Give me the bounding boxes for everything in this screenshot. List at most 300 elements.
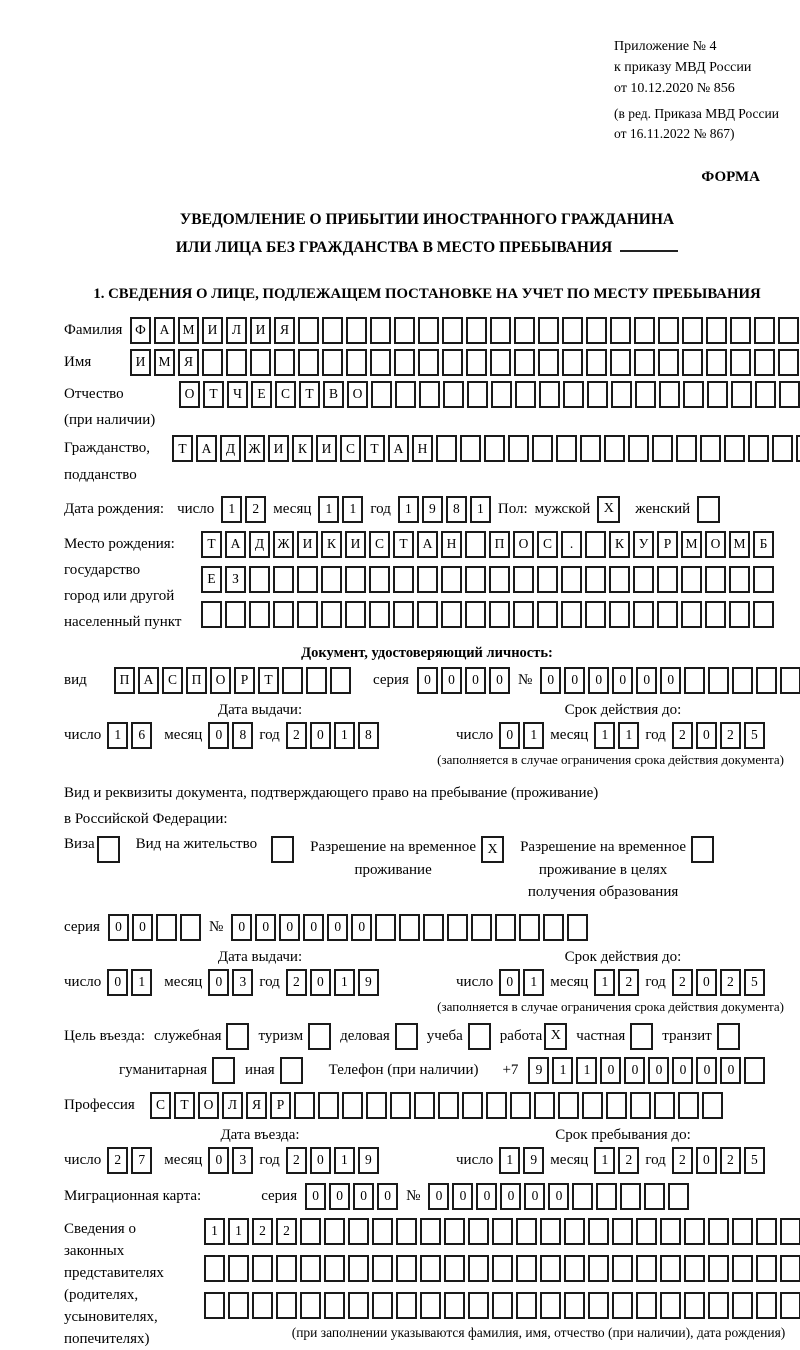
char-box [436,435,457,462]
day-label: число [456,973,494,990]
char-box: 0 [353,1183,374,1210]
purpose-private: частная [576,1023,653,1050]
char-box [612,1218,633,1245]
birthplace-row3-boxes [201,601,774,628]
char-box: Ж [244,435,265,462]
female-label: женский [635,500,691,517]
char-box [489,566,510,593]
char-box [321,566,342,593]
char-box [467,381,488,408]
char-box: С [369,531,390,558]
day-label: число [456,726,494,743]
char-box: 0 [329,1183,350,1210]
char-box: 0 [255,914,276,941]
char-box [465,531,486,558]
char-box [754,349,775,376]
char-box [324,1218,345,1245]
char-box: А [138,667,159,694]
firstname-label: Имя [64,353,92,370]
char-box: М [681,531,702,558]
char-box [708,667,729,694]
doc-kind-boxes [114,667,351,694]
char-box: 3 [232,1147,253,1174]
entry-purpose-row2 [119,1057,790,1084]
doc-series-boxes [417,667,510,694]
char-box [610,349,631,376]
char-box: 2 [252,1218,273,1245]
char-box [682,317,703,344]
char-box: 9 [358,1147,379,1174]
char-box [513,601,534,628]
char-box [371,381,392,408]
char-box: 2 [107,1147,128,1174]
char-box: 1 [618,722,639,749]
patronymic-row [64,381,790,434]
char-box [732,1218,753,1245]
char-box: Л [226,317,247,344]
visa-checkbox [97,836,120,863]
char-box: 1 [342,496,363,523]
entry-date-headings [64,1127,790,1144]
char-box [540,1292,561,1319]
birthplace-row1-boxes [201,531,774,558]
char-box [708,1292,729,1319]
representatives-boxes-block [204,1218,800,1341]
series-label: серия [64,918,100,935]
char-box: 0 [208,1147,229,1174]
issue-month-boxes [208,969,253,996]
representatives-row3-boxes [204,1292,800,1319]
appendix-line: от 10.12.2020 № 856 [614,81,735,96]
purpose-other-checkbox [280,1057,303,1084]
edu-residence-label: Разрешение на временное проживание в целях получения образования [520,839,687,901]
residence-doc-dates-row [64,969,790,996]
char-box: 0 [231,914,252,941]
char-box: 1 [594,969,615,996]
char-box: К [321,531,342,558]
day-label: число [64,726,102,743]
char-box [588,1255,609,1282]
char-box [620,1183,641,1210]
char-box [414,1092,435,1119]
char-box: 0 [476,1183,497,1210]
char-box [447,914,468,941]
char-box: Т [201,531,222,558]
char-box [753,601,774,628]
char-box: 2 [618,1147,639,1174]
issue-date-heading: Дата выдачи: [217,701,303,718]
char-box: Р [270,1092,291,1119]
amendment-line: (в ред. Приказа МВД России [614,106,779,121]
char-box [465,601,486,628]
char-box [510,1092,531,1119]
char-box [729,601,750,628]
char-box: Т [299,381,320,408]
char-box [460,435,481,462]
char-box: 0 [310,1147,331,1174]
male-label: мужской [534,500,591,517]
surname-label: Фамилия [64,321,123,338]
char-box [468,1292,489,1319]
char-box [468,1255,489,1282]
surname-row [64,317,790,344]
char-box [393,601,414,628]
char-box [609,601,630,628]
char-box [513,566,534,593]
char-box [729,566,750,593]
char-box [586,317,607,344]
char-box [606,1092,627,1119]
phone-boxes [528,1057,765,1084]
char-box [540,1255,561,1282]
purpose-private-checkbox [630,1023,653,1050]
char-box [442,349,463,376]
char-box: 0 [696,969,717,996]
char-box [372,1218,393,1245]
stay-until-heading: Срок пребывания до: [555,1126,691,1143]
char-box: 1 [228,1218,249,1245]
char-box [471,914,492,941]
char-box [516,1218,537,1245]
char-box: 5 [744,722,765,749]
char-box [515,381,536,408]
residence-doc-options-row [64,836,790,904]
char-box [538,349,559,376]
char-box [534,1092,555,1119]
char-box: 0 [303,914,324,941]
stay-month-boxes [594,1147,639,1174]
char-box: 9 [422,496,443,523]
char-box [348,1255,369,1282]
char-box [633,566,654,593]
char-box: О [513,531,534,558]
char-box [226,349,247,376]
citizenship-row [64,435,790,488]
visa-option [64,836,120,863]
char-box [705,601,726,628]
char-box [756,1292,777,1319]
char-box: Ж [273,531,294,558]
char-box [420,1255,441,1282]
edu-residence-checkbox [691,836,714,863]
char-box: Н [412,435,433,462]
char-box [561,566,582,593]
char-box [633,601,654,628]
purpose-transit: транзит [662,1023,739,1050]
identity-doc-row [64,667,790,694]
char-box [390,1092,411,1119]
year-label: год [370,500,391,517]
char-box: Ч [227,381,248,408]
char-box: О [210,667,231,694]
purpose-other: иная [245,1057,303,1084]
char-box [330,667,351,694]
char-box: И [316,435,337,462]
char-box [657,601,678,628]
char-box: 0 [489,667,510,694]
stay-until-group [456,1147,765,1174]
month-label: месяц [550,726,589,743]
char-box [375,914,396,941]
day-label: число [64,1151,102,1168]
char-box [297,566,318,593]
char-box [441,566,462,593]
migration-card-label: Миграционная карта: [64,1187,202,1204]
char-box [634,349,655,376]
char-box [465,566,486,593]
char-box [443,381,464,408]
entry-month-boxes [208,1147,253,1174]
residence-doc-series-row [64,914,790,941]
char-box: О [705,531,726,558]
char-box [276,1292,297,1319]
char-box [635,381,656,408]
char-box [660,1292,681,1319]
char-box: 0 [310,969,331,996]
char-box [394,349,415,376]
edu-residence-option [520,836,714,904]
char-box [580,435,601,462]
char-box: 1 [470,496,491,523]
citizenship-label: Гражданство, подданство [64,440,151,483]
char-box [700,435,721,462]
day-label: число [64,973,102,990]
surname-boxes [130,317,799,344]
validity-note: (заполняется в случае ограничения срока действия документа) [437,751,784,767]
char-box: О [198,1092,219,1119]
blank-underline [620,236,678,252]
char-box: 2 [720,969,741,996]
year-label: год [645,726,666,743]
char-box: И [250,317,271,344]
char-box: 0 [564,667,585,694]
male-checkbox: X [597,496,620,523]
char-box [658,317,679,344]
char-box: С [275,381,296,408]
char-box: 5 [744,1147,765,1174]
char-box [780,667,800,694]
series-label: серия [261,1187,298,1204]
purpose-tourism: туризм [258,1023,331,1050]
day-label: число [177,500,215,517]
char-box [322,317,343,344]
char-box: 0 [208,969,229,996]
char-box [462,1092,483,1119]
char-box [442,317,463,344]
char-box [748,435,769,462]
char-box [684,667,705,694]
char-box: А [388,435,409,462]
identity-doc-dates-row [64,722,790,749]
char-box: 0 [452,1183,473,1210]
char-box: Я [246,1092,267,1119]
char-box: Т [203,381,224,408]
char-box [540,1218,561,1245]
char-box [561,601,582,628]
char-box: 0 [696,722,717,749]
doc-number-boxes [540,667,800,694]
char-box [370,317,391,344]
purpose-work: работа X [500,1023,568,1050]
char-box: В [323,381,344,408]
char-box [588,1218,609,1245]
char-box: 0 [441,667,462,694]
char-box: 1 [334,969,355,996]
char-box: Р [234,667,255,694]
char-box: Я [274,317,295,344]
char-box [180,914,201,941]
char-box [306,667,327,694]
purpose-business: деловая [340,1023,418,1050]
entry-dates-row [64,1147,790,1174]
char-box [537,566,558,593]
char-box: 2 [245,496,266,523]
char-box [654,1092,675,1119]
issue-month-boxes [208,722,253,749]
valid-month-boxes [594,969,639,996]
firstname-row [64,349,790,376]
year-label: год [259,726,280,743]
char-box [585,566,606,593]
char-box: Б [753,531,774,558]
issue-date-heading: Дата выдачи: [217,948,303,965]
char-box [466,349,487,376]
char-box [564,1255,585,1282]
char-box [300,1218,321,1245]
char-box: 9 [358,969,379,996]
char-box: 1 [594,722,615,749]
char-box: Т [172,435,193,462]
char-box [612,1292,633,1319]
char-box [444,1255,465,1282]
char-box [532,435,553,462]
phone-prefix: +7 [502,1061,519,1078]
char-box [753,566,774,593]
char-box: К [609,531,630,558]
char-box [558,1092,579,1119]
issue-date-group [64,969,456,996]
char-box: Ф [130,317,151,344]
purpose-humanitarian: гуманитарная [119,1057,235,1084]
char-box [484,435,505,462]
char-box [780,1255,800,1282]
char-box: 0 [428,1183,449,1210]
valid-month-boxes [594,722,639,749]
valid-until-group [456,722,765,749]
phone-label: Телефон (при наличии) [328,1061,479,1078]
char-box: 0 [540,667,561,694]
firstname-boxes [130,349,799,376]
char-box: А [225,531,246,558]
char-box [202,349,223,376]
sex-label: Пол: [497,500,528,517]
char-box: 0 [696,1147,717,1174]
identity-doc-heading: Документ, удостоверяющий личность: [301,644,553,661]
char-box: З [225,566,246,593]
char-box [539,381,560,408]
char-box: 1 [552,1057,573,1084]
char-box [732,667,753,694]
char-box [418,317,439,344]
char-box: 0 [696,1057,717,1084]
char-box: М [154,349,175,376]
char-box [586,349,607,376]
char-box: 0 [612,667,633,694]
char-box [756,667,777,694]
year-label: год [645,1151,666,1168]
char-box [585,531,606,558]
char-box [634,317,655,344]
char-box: 1 [499,1147,520,1174]
char-box: 1 [107,722,128,749]
char-box [796,435,800,462]
amendment-reference [614,104,790,143]
char-box [732,1255,753,1282]
char-box [684,1255,705,1282]
stay-year-boxes [672,1147,765,1174]
valid-until-heading: Срок действия до: [564,948,682,965]
char-box [660,1255,681,1282]
char-box: 9 [528,1057,549,1084]
char-box: 0 [132,914,153,941]
char-box: О [179,381,200,408]
year-label: год [259,973,280,990]
month-label: месяц [273,500,312,517]
birthdate-row [64,496,790,523]
char-box [514,317,535,344]
char-box [282,667,303,694]
char-box [538,317,559,344]
char-box [659,381,680,408]
valid-year-boxes [672,969,765,996]
char-box [156,914,177,941]
char-box: 0 [327,914,348,941]
residence-number-boxes [231,914,588,941]
char-box: Д [220,435,241,462]
char-box: М [178,317,199,344]
birthplace-boxes-stack [201,531,774,628]
char-box: 0 [351,914,372,941]
char-box: 1 [131,969,152,996]
char-box: М [729,531,750,558]
migration-number-boxes [428,1183,689,1210]
char-box: 1 [576,1057,597,1084]
purpose-transit-checkbox [717,1023,740,1050]
profession-row [64,1092,790,1119]
char-box [444,1292,465,1319]
char-box [705,566,726,593]
year-label: год [259,1151,280,1168]
char-box: 0 [107,969,128,996]
char-box [611,381,632,408]
entry-purpose-row1 [64,1023,790,1050]
month-label: месяц [164,1151,203,1168]
patronymic-label: Отчество (при наличии) [64,385,156,429]
representatives-row2-boxes [204,1255,800,1282]
char-box [396,1218,417,1245]
doc-number-label: № [517,671,533,688]
char-box [724,435,745,462]
birthplace-row [64,531,790,635]
valid-year-boxes [672,722,765,749]
char-box [273,566,294,593]
char-box: 0 [305,1183,326,1210]
char-box: Т [393,531,414,558]
char-box: Т [174,1092,195,1119]
char-box: 1 [398,496,419,523]
char-box [417,601,438,628]
form-title-line2: ИЛИ ЛИЦА БЕЗ ГРАЖДАНСТВА В МЕСТО ПРЕБЫВАНИЯ [64,234,790,262]
